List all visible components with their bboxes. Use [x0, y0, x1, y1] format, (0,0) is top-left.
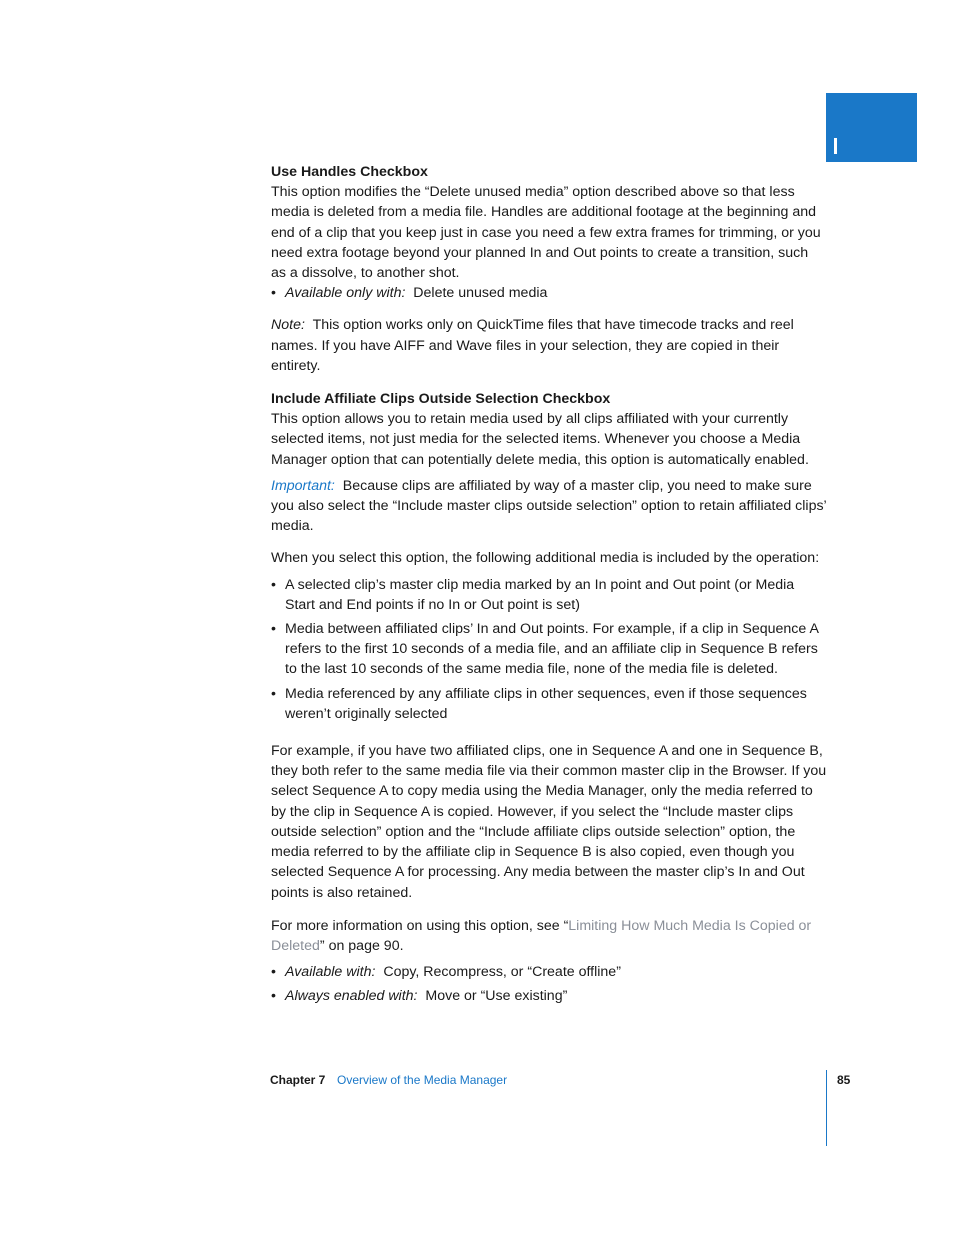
page-number: 85 — [837, 1073, 851, 1087]
bullet-label: Available only with: — [285, 285, 406, 302]
bullet-value: Delete unused media — [413, 285, 548, 302]
example-paragraph: For example, if you have two affiliated clips, one in Sequence A and one in Sequence B, they both refer to the same media file via their common master clip in the Browser. If you select Sequence A to copy media using the Media Manager, only the media referred to by the clip in Sequence A is copied. However, if you select the “Include master clips outside selection” option and the “Include affiliate clips outside selection” option, the media referred to by the affiliate clip in Sequence B is also copied, even though you selected Sequence A for processing. Any media between the master clip’s In and Out points is also retained. — [271, 743, 827, 901]
list-item: • A selected clip’s master clip media marked by an In point and Out point (or Media Start and End points if no In or Out point is set) — [271, 575, 827, 615]
more-info-prefix: For more information on using this option, see “ — [271, 917, 569, 934]
footer-divider — [826, 1070, 827, 1146]
chapter-tab — [826, 93, 917, 162]
included-media-list — [271, 575, 827, 724]
bullet-value: Copy, Recompress, or “Create offline” — [383, 964, 621, 981]
more-info-suffix: ” on page 90. — [319, 937, 404, 954]
page-content — [271, 162, 827, 1011]
footer-chapter: Chapter 7 — [270, 1073, 326, 1087]
important-paragraph — [271, 476, 827, 537]
important-text: Because clips are affiliated by way of a master clip, you need to make sure you also select the “Include master clips outside selection” option to retain affiliated clips’ media. — [271, 477, 827, 535]
section-heading-use-handles: Use Handles Checkbox — [271, 164, 428, 180]
bullet-always-enabled-with — [271, 986, 827, 1006]
bullet-label: Available with: — [285, 964, 376, 981]
note-label: Note: — [271, 317, 305, 334]
availability-list — [271, 962, 827, 1006]
note-text: This option works only on QuickTime files that have timecode tracks and reel names. If you have AIFF and Wave files in your selection, they are copied in their entirety. — [271, 317, 794, 374]
important-label: Important: — [271, 477, 335, 494]
bullet-available-only-with — [271, 283, 827, 303]
section-heading-affiliate-clips: Include Affiliate Clips Outside Selection Checkbox — [271, 391, 611, 408]
chapter-tab-marker — [834, 138, 837, 154]
intro-paragraph: When you select this option, the following additional media is included by the operation: — [271, 550, 820, 567]
bullet-value: Move or “Use existing” — [425, 988, 568, 1005]
section-body-affiliate-clips: This option allows you to retain media used by all clips affiliated with your currently selected items, not just media for the selected items. Whenever you choose a Media Manager option that can potentially delete media, this option is automatically enabled. — [271, 411, 809, 468]
list-item: • Media referenced by any affiliate clips in other sequences, even if those sequences weren’t originally selected — [271, 684, 827, 724]
cross-reference-link[interactable]: Limiting How Much Media Is Copied or Deleted — [271, 917, 812, 954]
more-info-paragraph — [271, 916, 827, 956]
footer-chapter-title[interactable]: Overview of the Media Manager — [337, 1073, 508, 1087]
section-body-use-handles: This option modifies the “Delete unused media” option described above so that less media is deleted from a media file. Handles are additional footage at the beginning and end of a clip that you keep just in case you need a few extra frames for trimming, or you need extra footage beyond your planned In and Out points to create a transition, such as a dissolve, to another shot. — [271, 184, 821, 282]
bullet-available-with — [271, 962, 827, 982]
bullet-label: Always enabled with: — [285, 988, 418, 1005]
list-item: • Media between affiliated clips’ In and Out points. For example, if a clip in Sequence A refers to the first 10 seconds of a media file, and an affiliate clip in Sequence B refers to the last 10 seconds of the same media file, none of the media file is deleted. — [271, 619, 827, 680]
note-paragraph — [271, 315, 827, 376]
